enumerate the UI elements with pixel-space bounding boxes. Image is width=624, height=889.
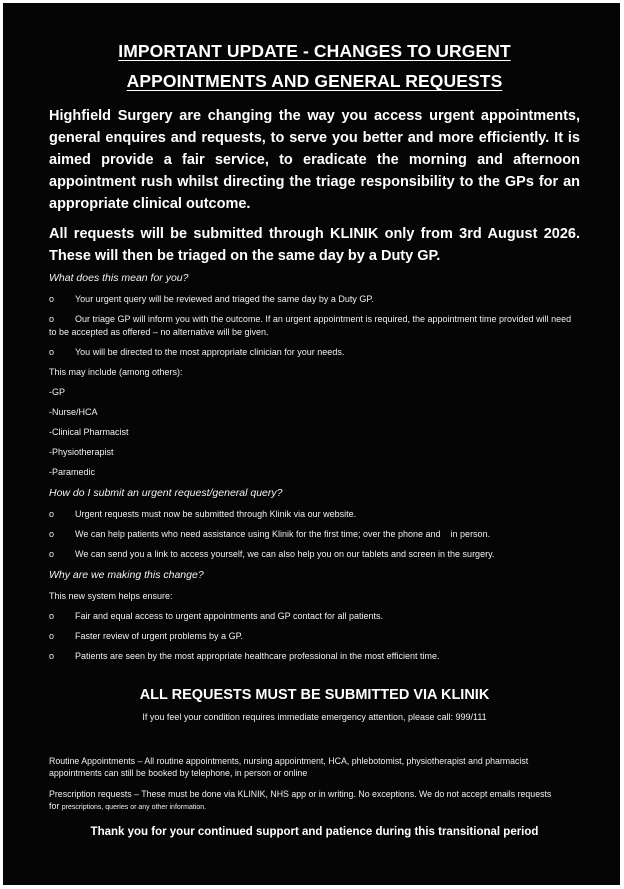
prescription-main: Prescription requests – These must be done via KLINIK, NHS app or in writing. No exceptions. We do not accept emails requests for	[49, 789, 552, 811]
list-item-text: Our triage GP will inform you with the outcome. If an urgent appointment is required, the appointment time provided will need to be accepted as offered – no alternative will be given.	[49, 314, 572, 337]
list-item	[49, 548, 580, 561]
section-heading-why-change: Why are we making this change?	[49, 569, 204, 581]
bullet-marker: o	[49, 314, 55, 324]
clinician-item: -Physiotherapist	[49, 447, 114, 457]
bullet-marker: o	[49, 549, 55, 559]
section-intro: This new system helps ensure:	[49, 591, 173, 601]
intro-paragraph: Highfield Surgery are changing the way you access urgent appointments, general enquires and requests, to serve you better and more efficiently. It is aimed provide a fair service, to eradicate the morning and afternoon appointment rush whilst directing the triage responsibility to the GPs for an appropriate clinical outcome.	[49, 108, 580, 212]
list-item-text: We can help patients who need assistance using Klinik for the first time; over the phone and in person.	[75, 529, 491, 539]
clinician-item: -Paramedic	[49, 467, 96, 477]
list-item-text: We can send you a link to access yourself, we can also help you on our tablets and screen in the surgery.	[75, 549, 495, 559]
emergency-note: If you feel your condition requires immediate emergency attention, please call: 999/111	[142, 712, 487, 722]
bullet-marker: o	[49, 509, 55, 519]
list-item-text: Urgent requests must now be submitted through Klinik via our website.	[75, 509, 357, 519]
may-include-text: This may include (among others):	[49, 367, 183, 377]
bullet-marker: o	[49, 347, 55, 357]
bullet-marker: o	[49, 651, 55, 661]
thanks-message: Thank you for your continued support and patience during this transitional period	[90, 826, 539, 838]
list-item-text: Fair and equal access to urgent appointments and GP contact for all patients.	[75, 611, 384, 621]
bullet-marker: o	[49, 631, 55, 641]
prescription-requests-text	[49, 788, 580, 814]
list-item-text: You will be directed to the most appropriate clinician for your needs.	[75, 347, 345, 357]
all-requests-banner: ALL REQUESTS MUST BE SUBMITTED VIA KLINIK	[139, 687, 490, 703]
list-item	[49, 630, 580, 643]
list-item	[49, 528, 580, 541]
clinician-item: -Clinical Pharmacist	[49, 427, 129, 437]
list-item	[49, 293, 580, 306]
list-item	[49, 650, 580, 663]
list-item	[49, 610, 580, 623]
list-item	[49, 346, 580, 359]
routine-appointments-text: Routine Appointments – All routine appointments, nursing appointment, HCA, phlebotomist, physiotherapist and pharmacist appointments can still be booked by telephone, in person or online	[49, 756, 529, 778]
list-item-text: Patients are seen by the most appropriate healthcare professional in the most efficient time.	[75, 651, 440, 661]
section-heading-how-to-submit: How do I submit an urgent request/general query?	[49, 487, 283, 499]
notice-sheet	[3, 3, 620, 885]
list-item-text: Faster review of urgent problems by a GP.	[75, 631, 243, 641]
title-line-1: IMPORTANT UPDATE - CHANGES TO URGENT	[118, 41, 511, 61]
clinician-item: -Nurse/HCA	[49, 407, 98, 417]
bullet-marker: o	[49, 529, 55, 539]
list-item	[49, 313, 580, 339]
section-heading-what-it-means: What does this mean for you?	[49, 272, 189, 284]
requests-paragraph: All requests will be submitted through KLINIK only from 3rd August 2026. These will then be triaged on the same day by a Duty GP.	[49, 226, 580, 264]
list-item	[49, 508, 580, 521]
list-item-text: Your urgent query will be reviewed and triaged the same day by a Duty GP.	[75, 294, 374, 304]
prescription-small: prescriptions, queries or any other information.	[61, 804, 207, 811]
bullet-marker: o	[49, 611, 55, 621]
bullet-marker: o	[49, 294, 55, 304]
title-line-2: APPOINTMENTS AND GENERAL REQUESTS	[126, 71, 503, 91]
clinician-item: -GP	[49, 387, 66, 397]
